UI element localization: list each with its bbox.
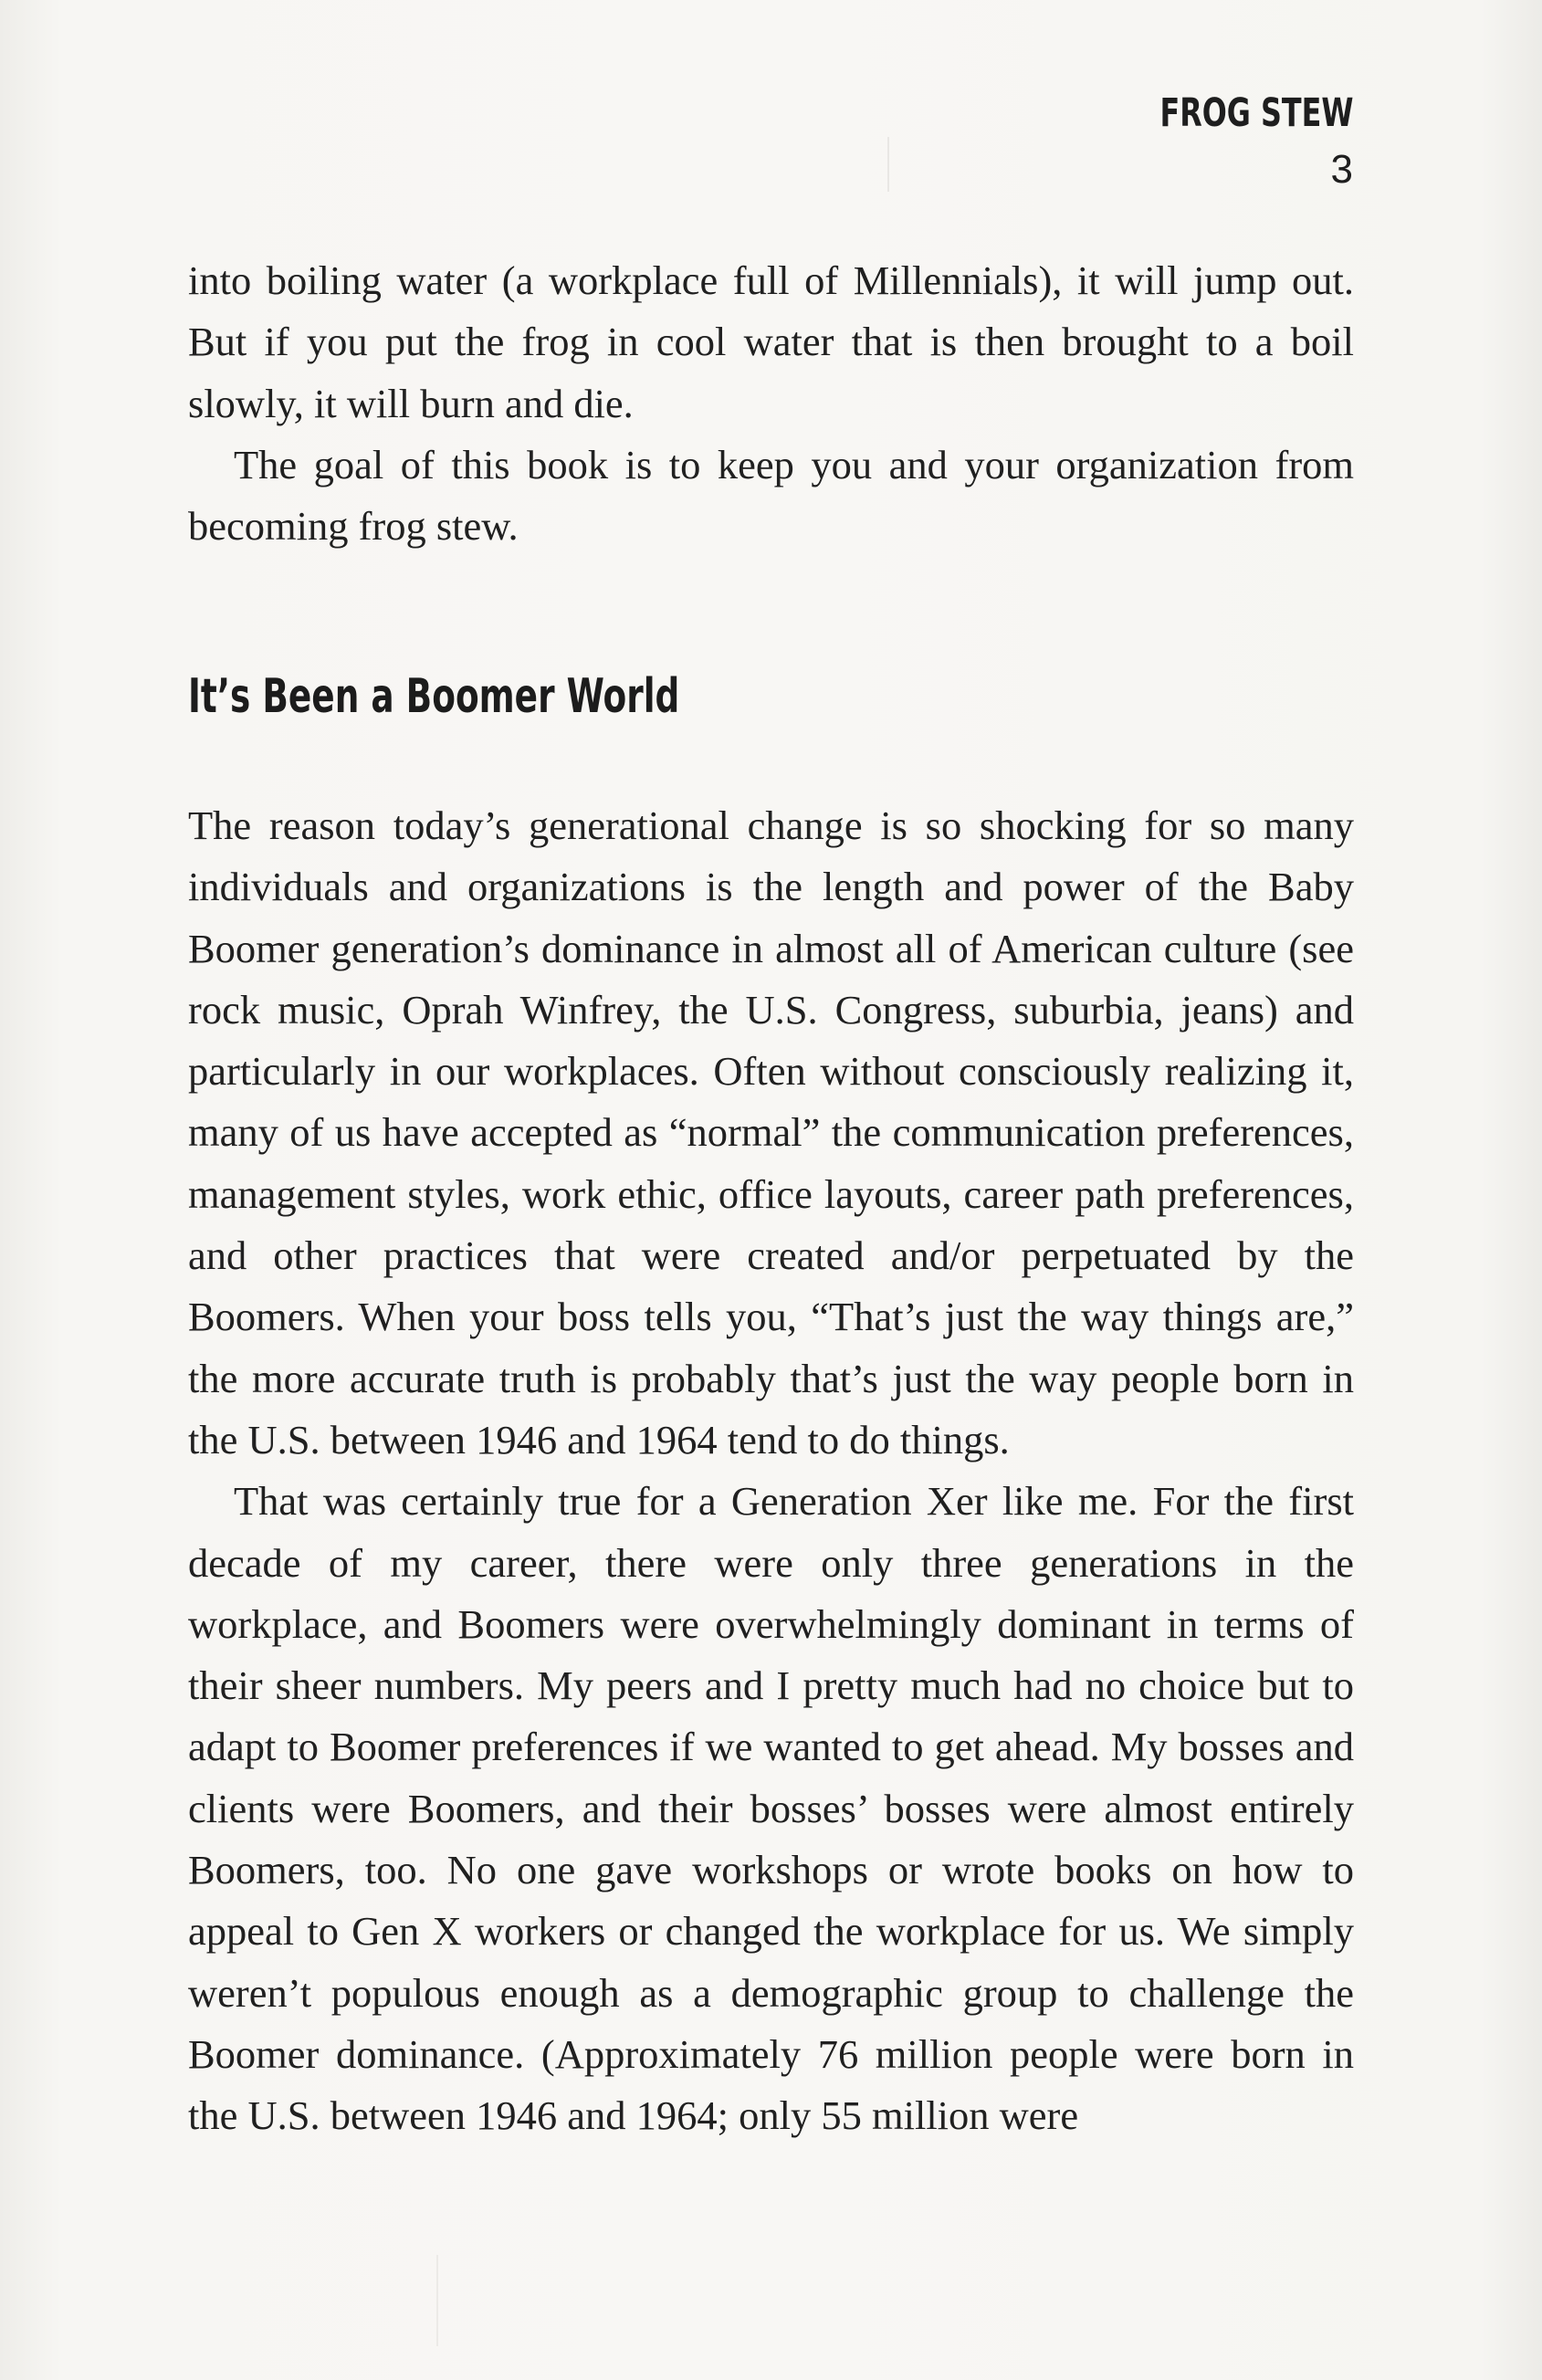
- running-head: [1092, 88, 1353, 195]
- section-heading: It’s Been a Boomer World: [188, 669, 680, 724]
- section-body: [188, 795, 1354, 2147]
- opening-text: [188, 250, 1354, 557]
- page-number: 3: [1330, 147, 1353, 192]
- running-head-title: FROG STEW: [1159, 90, 1353, 136]
- scan-artifact-line: [436, 2255, 438, 2346]
- paragraph: into boiling water (a workplace full of Millennials), it will jump out. But if you put the frog in cool water that is then brought to a boil slowly, it will burn and die.: [188, 257, 1354, 426]
- paragraph: The reason today’s generational change is so shocking for so many individuals and organizations is the length and power of the Baby Boomer generation’s dominance in almost all of American culture (see rock music, Oprah Winfrey, the U.S. Congress, suburbia, jeans) and particularly in our workplaces. Often without consciously realizing it, many of us have accepted as “normal” the communication preferences, management styles, work ethic, office layouts, career path preferences, and other practices that were created and/or perpetuated by the Boomers. When your boss tells you, “That’s just the way things are,” the more accurate truth is probably that’s just the way people born in the U.S. between 1946 and 1964 tend to do things.: [188, 802, 1354, 1463]
- paragraph: That was certainly true for a Generation Xer like me. For the first decade of my career, there were only three generations in the workplace, and Boomers were overwhelmingly dominant in terms of their sheer numbers. My peers and I pretty much had no choice but to adapt to Boomer preferences if we wanted to get ahead. My bosses and clients were Boomers, and their bosses’ bosses were almost entirely Boomers, too. No one gave workshops or wrote books on how to appeal to Gen X workers or changed the workplace for us. We simply weren’t populous enough as a demographic group to challenge the Boomer dominance. (Approximately 76 million people were born in the U.S. between 1946 and 1964; only 55 million were: [188, 1478, 1354, 2139]
- scan-artifact-line: [887, 137, 889, 192]
- paragraph: The goal of this book is to keep you and your organization from becoming frog stew.: [188, 441, 1354, 550]
